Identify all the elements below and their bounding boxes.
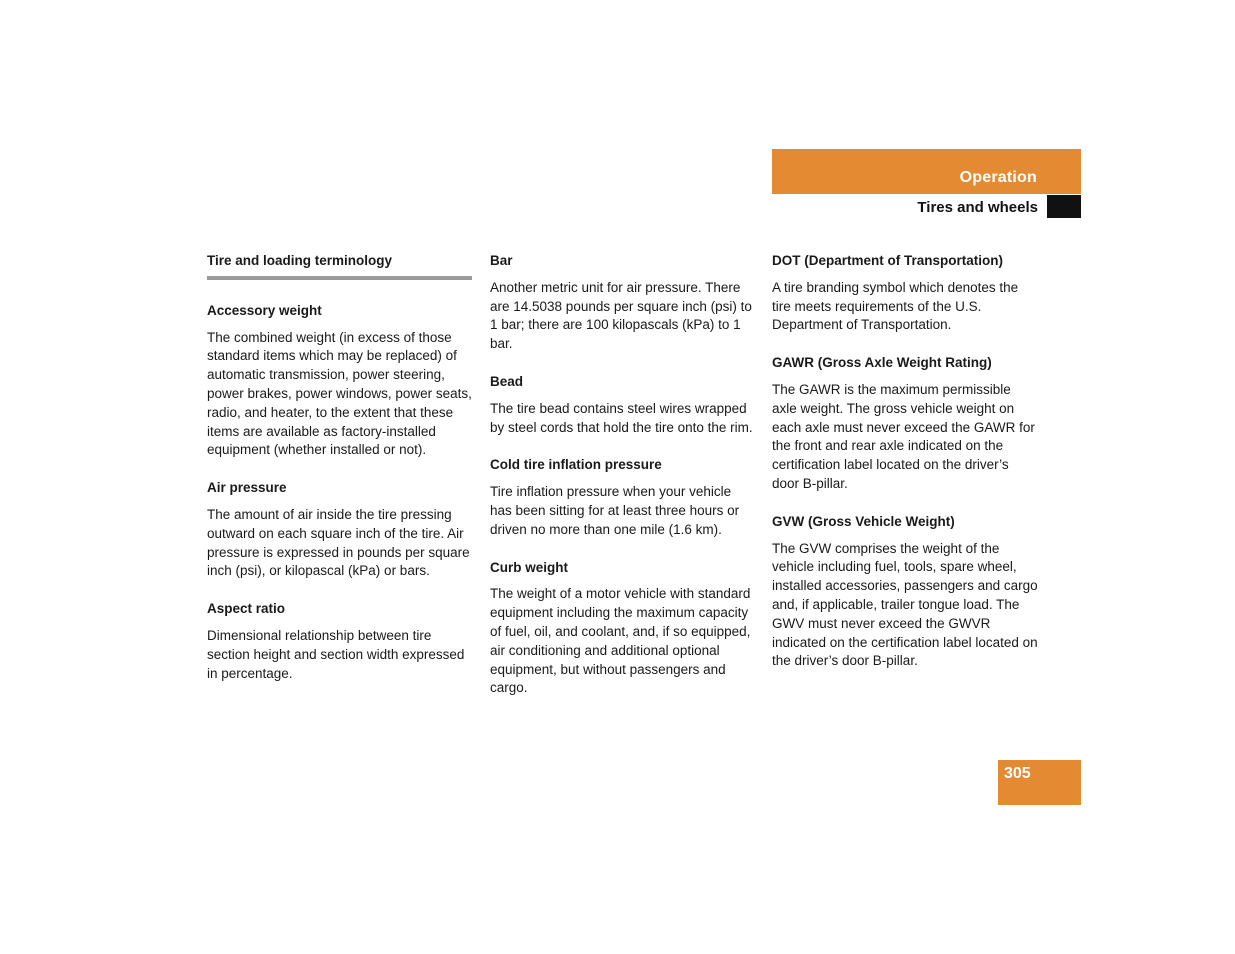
term-definition: The combined weight (in excess of those standard items which may be replaced) of automatic transmission, power steering, power brakes, power windows, power seats, radio, and heater, to the extent that these items are available as factory-installed equipment (whether installed or not). xyxy=(207,329,472,458)
term-definition: Tire inflation pressure when your vehicle has been sitting for at least three hours or driven no more than one mile (1.6 km). xyxy=(490,484,740,537)
column-3 xyxy=(772,252,1038,690)
section-title: Operation xyxy=(959,169,1037,186)
term-definition: Dimensional relationship between tire section height and section width expressed in percentage. xyxy=(207,627,465,681)
term-definition: The weight of a motor vehicle with standard equipment including the maximum capacity of fuel, oil, and coolant, and, if so equipped, air conditioning and additional optional equipment, but without passengers and cargo. xyxy=(490,586,751,696)
column-2 xyxy=(490,252,756,717)
page-title: Tire and loading terminology xyxy=(207,252,472,280)
term-heading: DOT (Department of Transportation) xyxy=(772,253,1004,268)
term-heading: Bar xyxy=(490,253,513,268)
term-definition: The tire bead contains steel wires wrapped by steel cords that hold the tire onto the rim. xyxy=(490,400,753,435)
term-heading: Accessory weight xyxy=(207,302,322,318)
column-1 xyxy=(207,252,473,702)
term-definition: A tire branding symbol which denotes the tire meets requirements of the U.S. Department of Transportation. xyxy=(772,279,1019,333)
term-heading: GAWR (Gross Axle Weight Rating) xyxy=(772,355,992,371)
term-definition: The GVW comprises the weight of the vehicle including fuel, tools, spare wheel, installed accessories, passengers and cargo and, if applicable, trailer tongue load. The GWV must never exceed the GWVR indicated on the certification label located on the driver’s door B-pillar. xyxy=(772,540,1038,669)
term-heading: Air pressure xyxy=(207,480,287,496)
term-heading: Cold tire inflation pressure xyxy=(490,457,662,473)
page-number-box xyxy=(998,760,1081,805)
term-definition: Another metric unit for air pressure. There are 14.5038 pounds per square inch (psi) to 1 bar; there are 100 kilopascals (kPa) to 1 bar. xyxy=(490,279,752,352)
subsection-title: Tires and wheels xyxy=(917,199,1038,216)
term-definition: The amount of air inside the tire pressing outward on each square inch of the tire. Air pressure is expressed in pounds per square inch (psi), or kilopascal (kPa) or bars. xyxy=(207,506,470,579)
term-heading: Curb weight xyxy=(490,559,568,575)
term-heading: GVW (Gross Vehicle Weight) xyxy=(772,513,955,529)
term-definition: The GAWR is the maximum permissible axle weight. The gross vehicle weight on each axle must never exceed the GAWR for the front and rear axle indicated on the certification label located on the driver’s door B-pillar. xyxy=(772,381,1035,491)
term-heading: Aspect ratio xyxy=(207,601,286,617)
page-number: 305 xyxy=(1004,765,1031,782)
section-header xyxy=(772,149,1081,194)
section-tab-marker xyxy=(1047,195,1081,218)
term-heading: Bead xyxy=(490,373,524,389)
